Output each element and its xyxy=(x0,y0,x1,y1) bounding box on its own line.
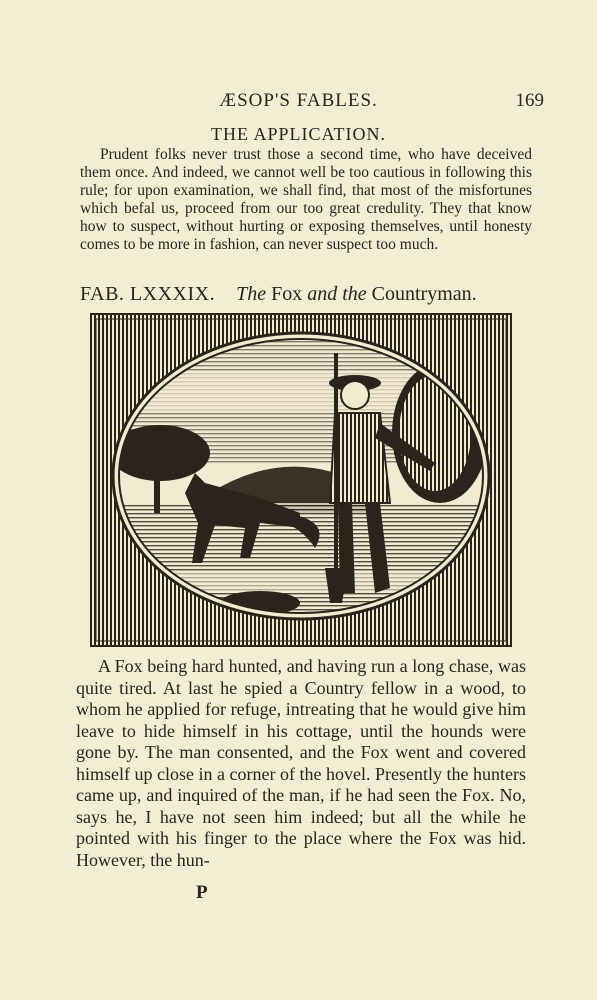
application-paragraph: Prudent folks never trust those a second time, who have deceived them once. And indeed, we cannot well be too cautious in following this rule; for upon examination, we shall find, that most of the misfortunes which befal us, proceed from our too great credulity. They that know how to suspect, without hurting or exposing themselves, until honesty comes to be more in fashion, can never suspect too much. xyxy=(80,146,532,253)
fable-paragraph: A Fox being hard hunted, and having run a long chase, was quite tired. At last he spied a Country fellow in a wood, to whom he applied for refuge, intreating that he would give him leave to hide himself in his cottage, until the hounds were gone by. The man consented, and the Fox went and covered himself up close in a corner of the hovel. Presently the hunters came up, and inquired of the man, if he had seen the Fox. No, says he, I have not seen him indeed; but all the while he pointed with his finger to the place where the Fox was hid. However, the hun- xyxy=(76,656,526,870)
fable-title-and: and xyxy=(307,283,338,305)
fable-title-the: The xyxy=(236,283,267,305)
fable-title-the-2: the xyxy=(342,283,367,305)
application-body xyxy=(80,146,532,254)
application-title: THE APPLICATION. xyxy=(210,124,386,144)
signature-mark: P xyxy=(196,882,208,903)
running-head xyxy=(0,88,597,116)
running-title: ÆSOP'S FABLES. xyxy=(219,90,378,111)
fable-body xyxy=(76,656,526,871)
page-number: 169 xyxy=(515,90,544,111)
woodcut-image xyxy=(90,313,512,647)
fable-title-fox: Fox xyxy=(271,283,303,305)
woodcut-illustration xyxy=(90,313,512,647)
fable-heading xyxy=(80,283,532,306)
fable-number: FAB. LXXXIX. xyxy=(80,283,216,305)
fable-title-countryman: Countryman. xyxy=(371,283,477,305)
